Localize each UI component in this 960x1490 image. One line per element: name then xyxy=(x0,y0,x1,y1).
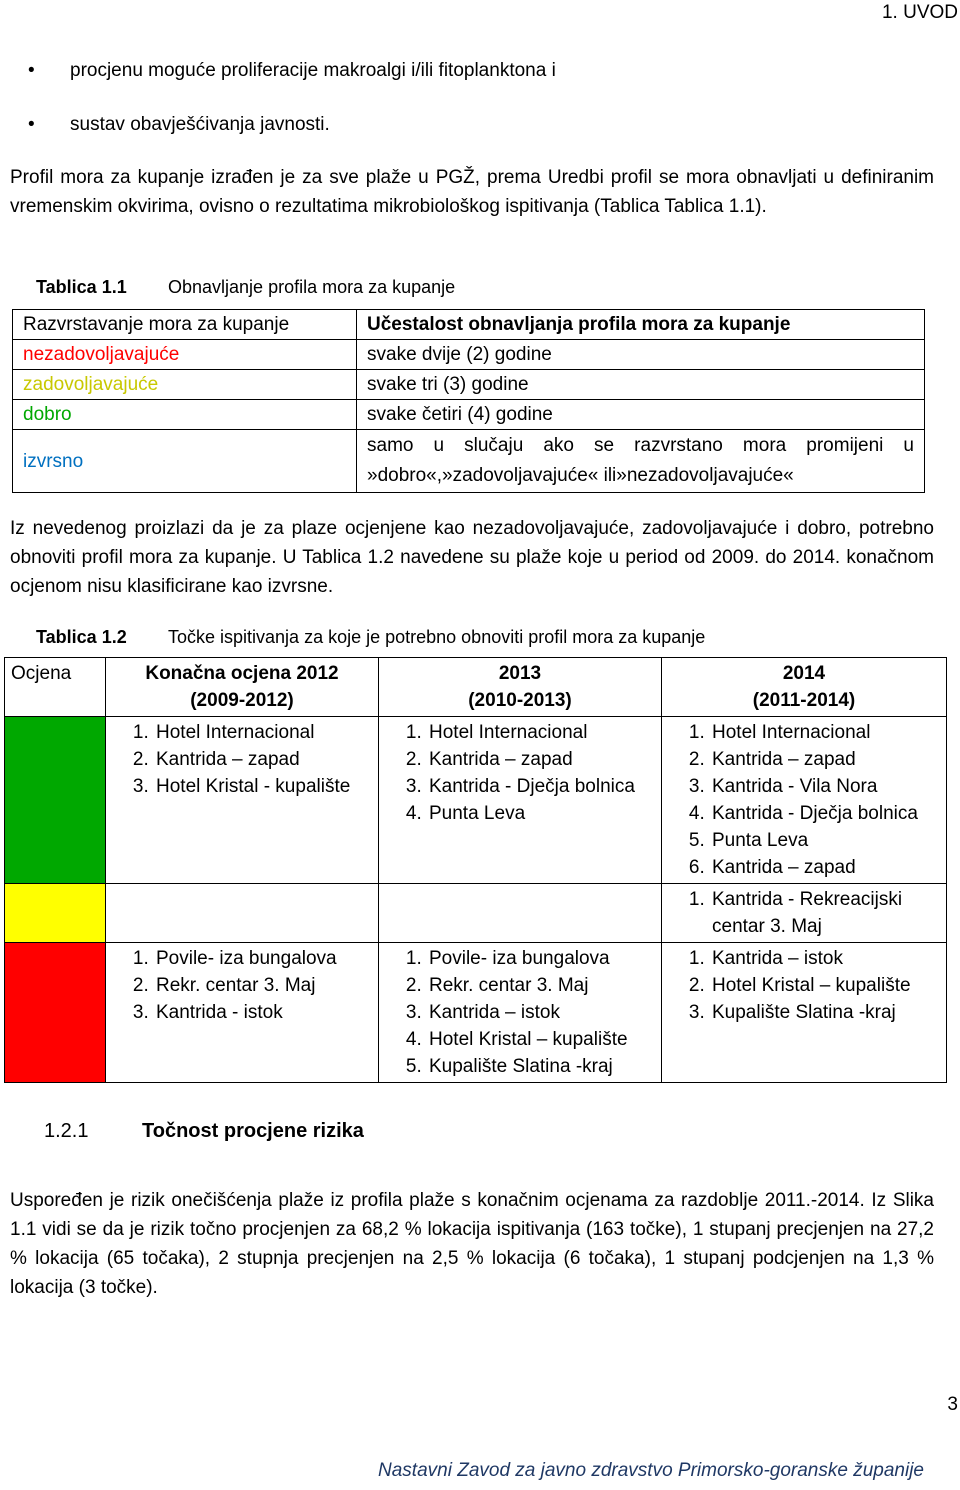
cell-2012-green xyxy=(106,717,379,884)
list-item: 5. Kupalište Slatina -kraj xyxy=(427,1053,655,1080)
rating-swatch-red xyxy=(5,943,106,1083)
header-2013-title: 2013 xyxy=(498,663,542,684)
table-sampling-points xyxy=(4,657,947,1083)
cell-2014-green xyxy=(662,717,947,884)
header-2012-period: (2009-2012) xyxy=(190,690,294,711)
rating-swatch-yellow xyxy=(5,884,106,943)
bullet-item xyxy=(28,60,556,82)
table-row xyxy=(13,400,925,430)
table2-caption-label: Tablica 1.2 xyxy=(36,627,127,647)
paragraph-risk: Uspoređen je rizik onečišćenja plaže iz profila plaže s konačnim ocjenama za razdoblje 2011.-2014. Iz Slika 1.1 vidi se da je rizik točno procjenjen za 68,2 % lokacija ispitivanja (163 točke), 1 stupanj precjenjen na 27,2 % lokacija (65 točaka), 2 stupnja precjenjen na 2,5 % lokacija (6 točaka), 1 stupanj podcjenjen na 1,3 % lokacija (3 točke). xyxy=(10,1190,934,1298)
list-item: 1. Hotel Internacional xyxy=(154,719,372,746)
header-2014-period: (2011-2014) xyxy=(752,690,856,711)
chapter-header: 1. UVOD xyxy=(881,2,958,23)
table1-header-left: Razvrstavanje mora za kupanje xyxy=(13,310,357,340)
table-row-red xyxy=(5,943,947,1083)
list-item: 2. Rekr. centar 3. Maj xyxy=(154,972,372,999)
table1-caption-text: Obnavljanje profila mora za kupanje xyxy=(168,277,456,297)
list-item: 1. Hotel Internacional xyxy=(427,719,655,746)
list-item: 2. Kantrida – zapad xyxy=(427,746,655,773)
bullet-text: sustav obavješćivanja javnosti. xyxy=(70,114,330,135)
cell-2012-yellow xyxy=(106,884,379,943)
list-item: 2. Kantrida – zapad xyxy=(154,746,372,773)
list-item: 1. Hotel Internacional xyxy=(710,719,940,746)
list-item: 3. Kantrida - Dječja bolnica xyxy=(427,773,655,800)
list-item: 6. Kantrida – zapad xyxy=(710,854,940,881)
list-item: 1. Kantrida - Rekreacijski centar 3. Maj xyxy=(710,886,940,940)
bullet-icon: • xyxy=(28,60,35,81)
table-row xyxy=(13,340,925,370)
section-number: 1.2.1 xyxy=(44,1120,89,1142)
header-2012 xyxy=(106,658,379,717)
paragraph-profile: Profil mora za kupanje izrađen je za sve plaže u PGŽ, prema Uredbi profil se mora obnavljati u definiranim vremenskim okvirima, ovisno o rezultatima mikrobiološkog ispitivanja (Tablica Tablica 1.1). xyxy=(10,167,934,217)
header-2013-period: (2010-2013) xyxy=(468,690,572,711)
header-2014-title: 2014 xyxy=(782,663,826,684)
table-profile-renewal xyxy=(12,309,925,493)
paragraph-conclusion: Iz nevedenog proizlazi da je za plaze ocjenjene kao nezadovoljavajuće, zadovoljavajuće i dobro, potrebno obnoviti profil mora za kupanje. U Tablica 1.2 navedene su plaže koje u period od 2009. do 2014. konačnom ocjenom nisu klasificirane kao izvrsne. xyxy=(10,518,934,597)
bullet-icon: • xyxy=(28,114,35,135)
header-2013 xyxy=(379,658,662,717)
table-row xyxy=(13,370,925,400)
section-heading xyxy=(44,1120,364,1143)
table2-caption xyxy=(10,627,705,648)
category-unsatisfactory: nezadovoljavajuće xyxy=(13,340,357,370)
list-item: 4. Hotel Kristal – kupalište xyxy=(427,1026,655,1053)
rating-swatch-green xyxy=(5,717,106,884)
cell-2014-yellow xyxy=(662,884,947,943)
cell-2013-green xyxy=(379,717,662,884)
bullet-text: procjenu moguće proliferacije makroalgi i/ili fitoplanktona i xyxy=(70,60,556,81)
list-item: 3. Kantrida - Vila Nora xyxy=(710,773,940,800)
table2-caption-text: Točke ispitivanja za koje je potrebno obnoviti profil mora za kupanje xyxy=(168,627,706,647)
category-good: dobro xyxy=(13,400,357,430)
list-item: 4. Punta Leva xyxy=(427,800,655,827)
section-title: Točnost procjene rizika xyxy=(142,1120,364,1142)
list-item: 3. Kantrida – istok xyxy=(427,999,655,1026)
cell-2013-yellow xyxy=(379,884,662,943)
list-item: 5. Punta Leva xyxy=(710,827,940,854)
list-item: 4. Kantrida - Dječja bolnica xyxy=(710,800,940,827)
table-row xyxy=(13,430,925,493)
list-item: 2. Hotel Kristal – kupalište xyxy=(710,972,940,999)
cell-2013-red xyxy=(379,943,662,1083)
footer-institution: Nastavni Zavod za javno zdravstvo Primorsko-goranske županije xyxy=(378,1460,924,1481)
frequency-cell: svake tri (3) godine xyxy=(357,370,925,400)
table-row-yellow xyxy=(5,884,947,943)
header-ocjena: Ocjena xyxy=(5,658,106,717)
page-number: 3 xyxy=(947,1394,958,1415)
table1-caption-label: Tablica 1.1 xyxy=(36,277,127,297)
table1-header-right: Učestalost obnavljanja profila mora za kupanje xyxy=(357,310,925,340)
list-item: 1. Povile- iza bungalova xyxy=(427,945,655,972)
table-row-green xyxy=(5,717,947,884)
cell-2014-red xyxy=(662,943,947,1083)
header-2012-title: Konačna ocjena 2012 xyxy=(145,663,339,684)
bullet-item xyxy=(28,114,330,136)
list-item: 3. Hotel Kristal - kupalište xyxy=(154,773,372,800)
list-item: 2. Rekr. centar 3. Maj xyxy=(427,972,655,999)
list-item: 3. Kantrida - istok xyxy=(154,999,372,1026)
frequency-cell: samo u slučaju ako se razvrstano mora promijeni u »dobro«,»zadovoljavajuće« ili»nezadovoljavajuće« xyxy=(357,430,925,493)
list-item: 3. Kupalište Slatina -kraj xyxy=(710,999,940,1026)
table1-caption xyxy=(10,277,455,298)
frequency-cell: svake četiri (4) godine xyxy=(357,400,925,430)
header-2014 xyxy=(662,658,947,717)
frequency-cell: svake dvije (2) godine xyxy=(357,340,925,370)
list-item: 1. Povile- iza bungalova xyxy=(154,945,372,972)
list-item: 1. Kantrida – istok xyxy=(710,945,940,972)
category-satisfactory: zadovoljavajuće xyxy=(13,370,357,400)
cell-2012-red xyxy=(106,943,379,1083)
category-excellent: izvrsno xyxy=(13,430,357,493)
list-item: 2. Kantrida – zapad xyxy=(710,746,940,773)
